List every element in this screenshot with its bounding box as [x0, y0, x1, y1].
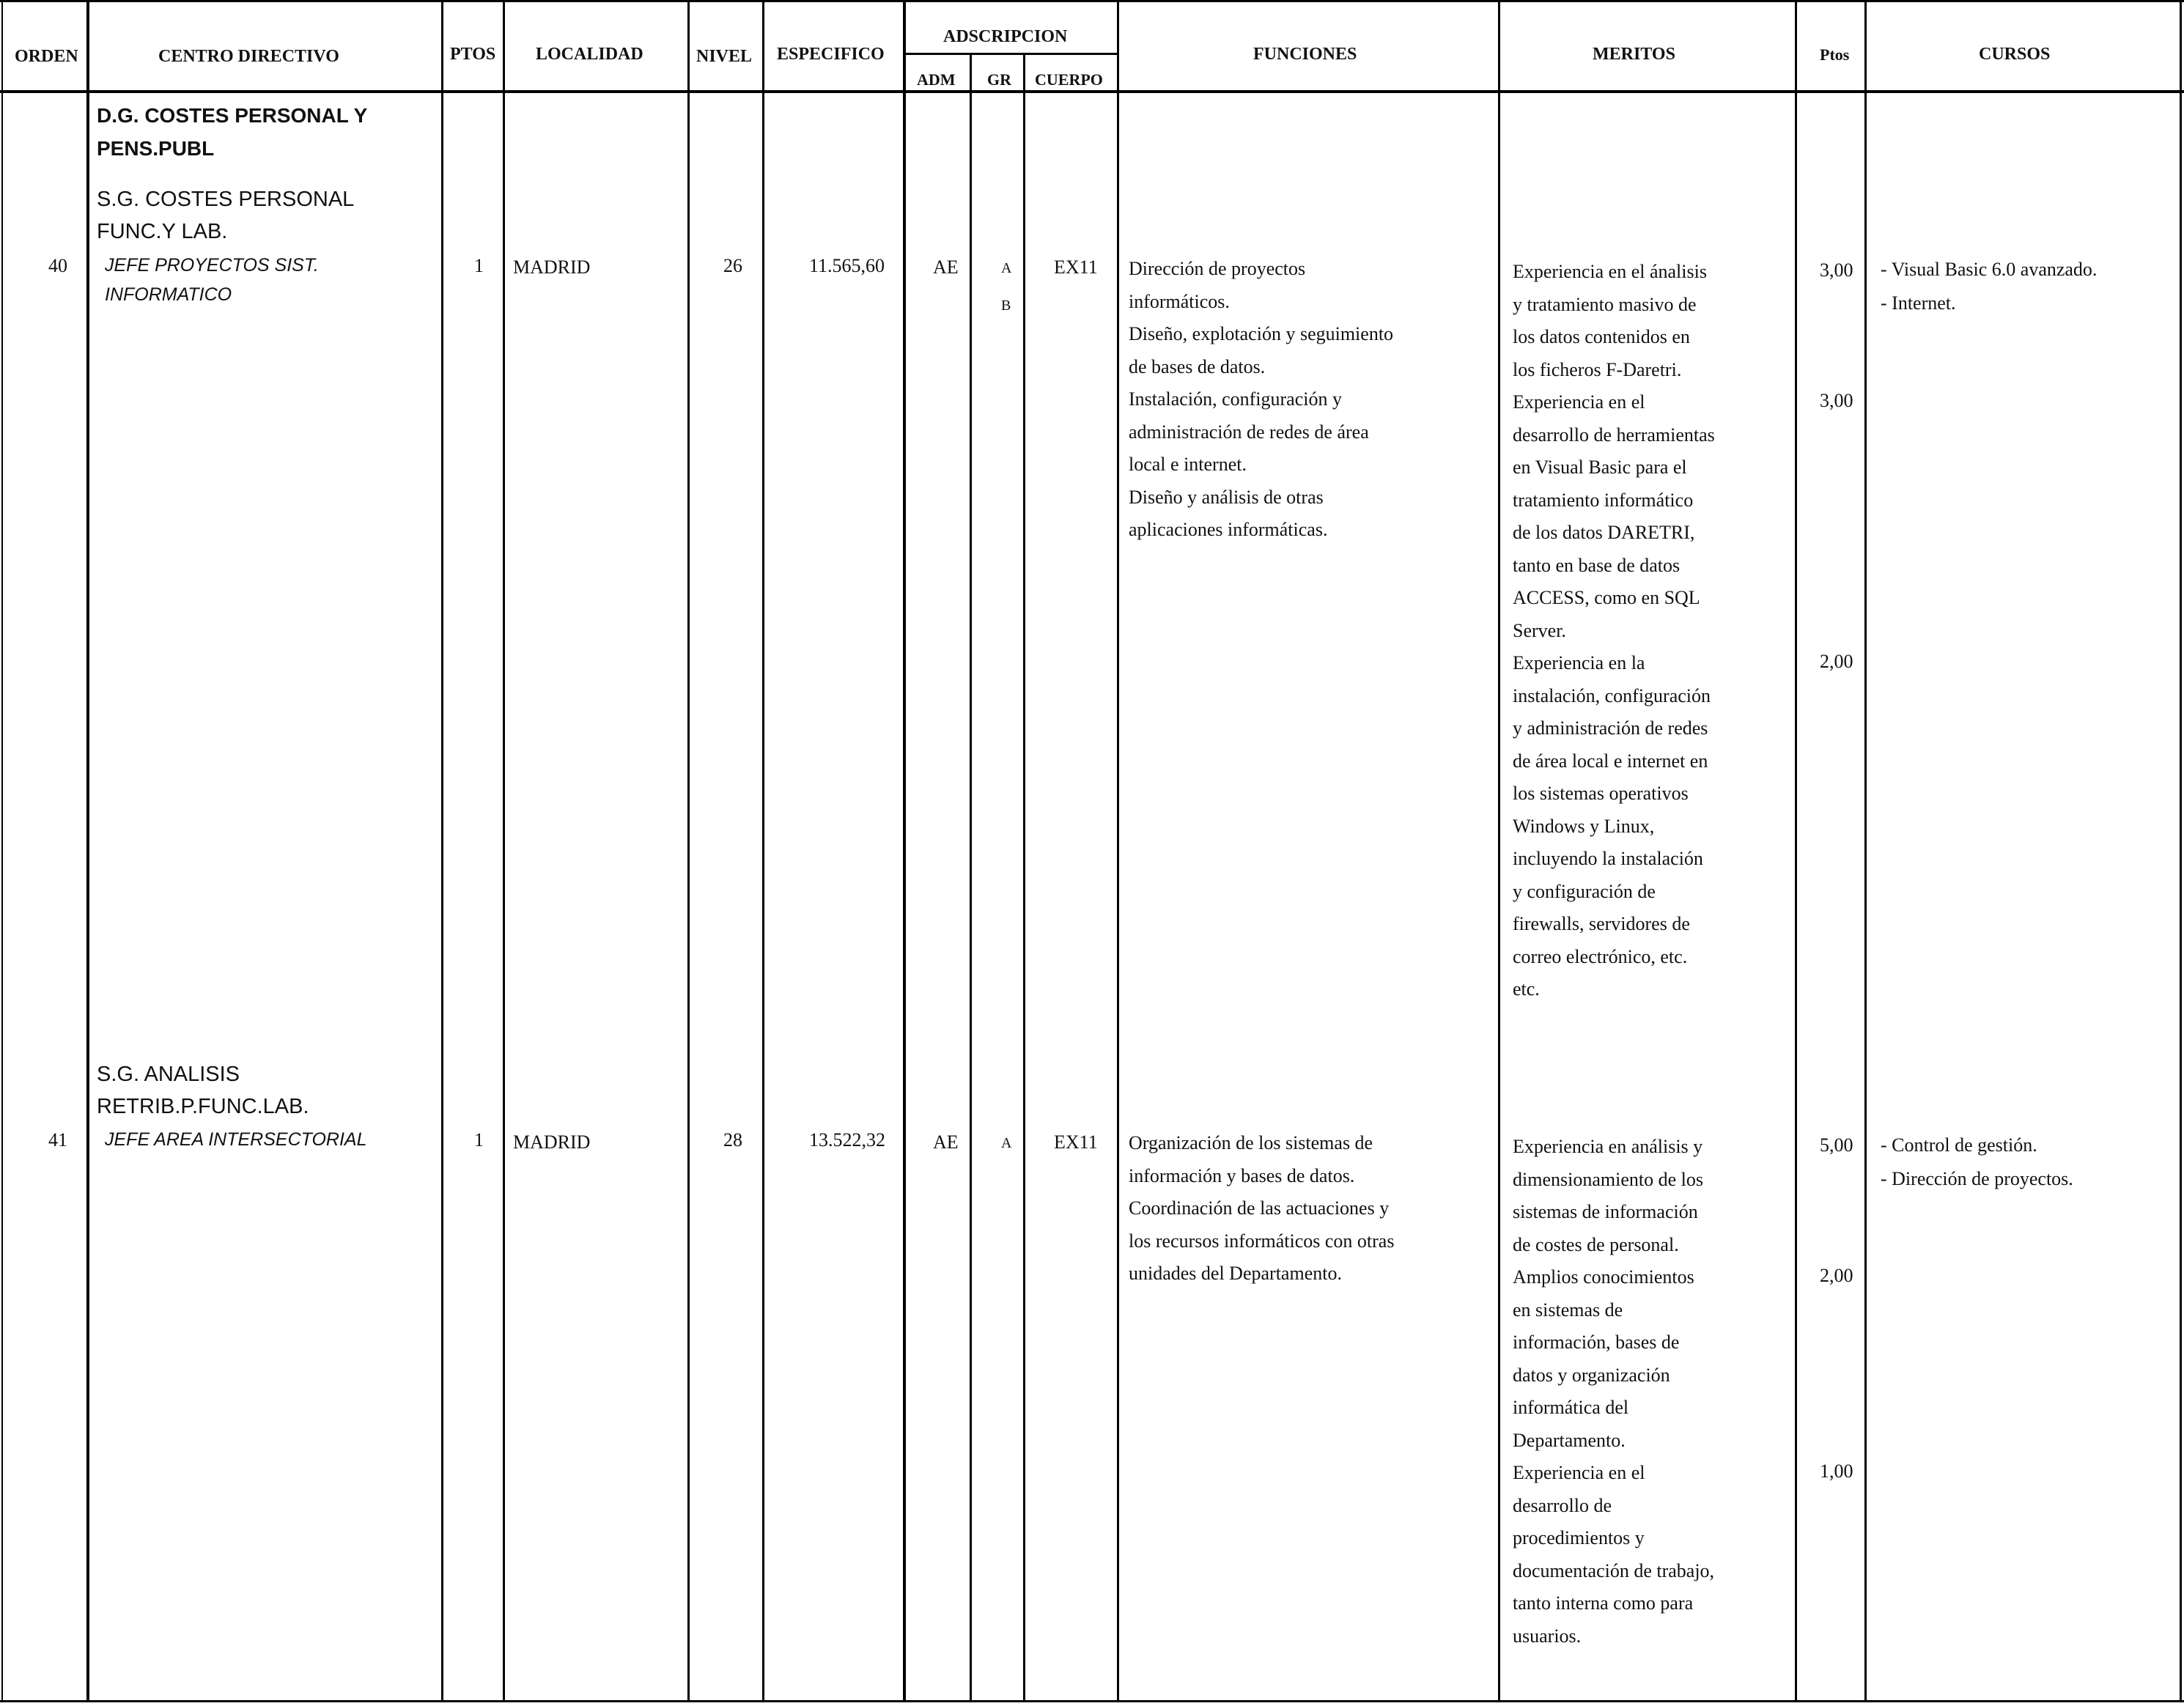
orden-cell: 41 — [48, 1129, 67, 1151]
adm-cell: AE — [933, 1131, 959, 1153]
ptos-cell: 1 — [474, 255, 484, 276]
meritos-ptos-cell: 2,00 — [1820, 1265, 1853, 1286]
header-ptos: PTOS — [450, 45, 496, 64]
cuerpo-cell: EX11 — [1054, 256, 1098, 278]
header-meritos: MERITOS — [1593, 45, 1675, 64]
subdireccion-title: S.G. ANALISIS RETRIB.P.FUNC.LAB. — [97, 1063, 309, 1118]
especifico-cell: 13.522,32 — [809, 1129, 885, 1151]
cuerpo-cell: EX11 — [1054, 1131, 1098, 1153]
header-cuerpo: CUERPO — [1035, 70, 1103, 89]
header-funciones: FUNCIONES — [1253, 45, 1357, 64]
gr-cell: A — [1001, 260, 1012, 276]
localidad-cell: MADRID — [513, 1131, 591, 1153]
direccion-general-title: D.G. COSTES PERSONAL Y PENS.PUBL — [97, 104, 368, 160]
header-centro-directivo: CENTRO DIRECTIVO — [158, 47, 339, 66]
nivel-cell: 28 — [723, 1129, 742, 1151]
localidad-cell: MADRID — [513, 256, 591, 278]
cursos-text: - Visual Basic 6.0 avanzado. - Internet. — [1881, 259, 2098, 314]
meritos-ptos-cell: 2,00 — [1820, 651, 1853, 672]
orden-cell: 40 — [48, 255, 67, 276]
header-adm: ADM — [917, 70, 956, 89]
header-nivel: NIVEL — [696, 47, 753, 66]
header-gr: GR — [987, 70, 1011, 89]
funciones-text: Dirección de proyectos informáticos. Diseño, explotación y seguimiento de bases de datos. Instalación, configuración y administración de redes de área local e internet. Diseño y análisis de otras aplicaciones informáticas. — [1129, 258, 1394, 540]
meritos-text: Experiencia en análisis y dimensionamiento de los sistemas de información de costes de personal. Amplios conocimientos en sistemas de información, bases de datos y organización informática del Departamento. Experiencia en el desarrollo de procedimientos y documentación de trabajo, tanto interna como para usuarios. — [1513, 1136, 1715, 1647]
header-adscripcion: ADSCRIPCION — [943, 27, 1068, 46]
header-orden: ORDEN — [15, 47, 78, 66]
meritos-text: Experiencia en el ánalisis y tratamiento masivo de los datos contenidos en los ficheros F-Daretri. Experiencia en el desarrollo de herramientas en Visual Basic para el tratamiento informático de los datos DARETRI, tanto en base de datos ACCESS, como en SQL Server. Experiencia en la instalación, configuración y administración de redes de área local e internet en los sistemas operativos Windows y Linux, incluyendo la instalación y configuración de firewalls, servidores de correo electrónico, etc. etc. — [1513, 261, 1715, 1000]
puesto-title: JEFE AREA INTERSECTORIAL — [105, 1129, 367, 1150]
puesto-title: JEFE PROYECTOS SIST. INFORMATICO — [105, 255, 319, 305]
meritos-ptos-cell: 3,00 — [1820, 259, 1853, 281]
adm-cell: AE — [933, 256, 959, 278]
meritos-ptos-cell: 1,00 — [1820, 1461, 1853, 1482]
funciones-text: Organización de los sistemas de información y bases de datos. Coordinación de las actuaciones y los recursos informáticos con otras unidades del Departamento. — [1129, 1132, 1395, 1284]
nivel-cell: 26 — [723, 255, 742, 276]
meritos-ptos-cell: 5,00 — [1820, 1134, 1853, 1156]
subdireccion-title: S.G. COSTES PERSONAL FUNC.Y LAB. — [97, 188, 355, 243]
meritos-ptos-cell: 3,00 — [1820, 390, 1853, 411]
especifico-cell: 11.565,60 — [809, 255, 885, 276]
gr-cell: A — [1001, 1135, 1012, 1151]
header-ptos-meritos: Ptos — [1820, 45, 1850, 64]
ptos-cell: 1 — [474, 1129, 484, 1151]
header-especifico: ESPECIFICO — [777, 45, 885, 64]
header-cursos: CURSOS — [1979, 45, 2051, 64]
header-localidad: LOCALIDAD — [536, 45, 643, 64]
gr-cell: B — [1001, 298, 1011, 314]
cursos-text: - Control de gestión. - Dirección de proyectos. — [1881, 1134, 2073, 1189]
